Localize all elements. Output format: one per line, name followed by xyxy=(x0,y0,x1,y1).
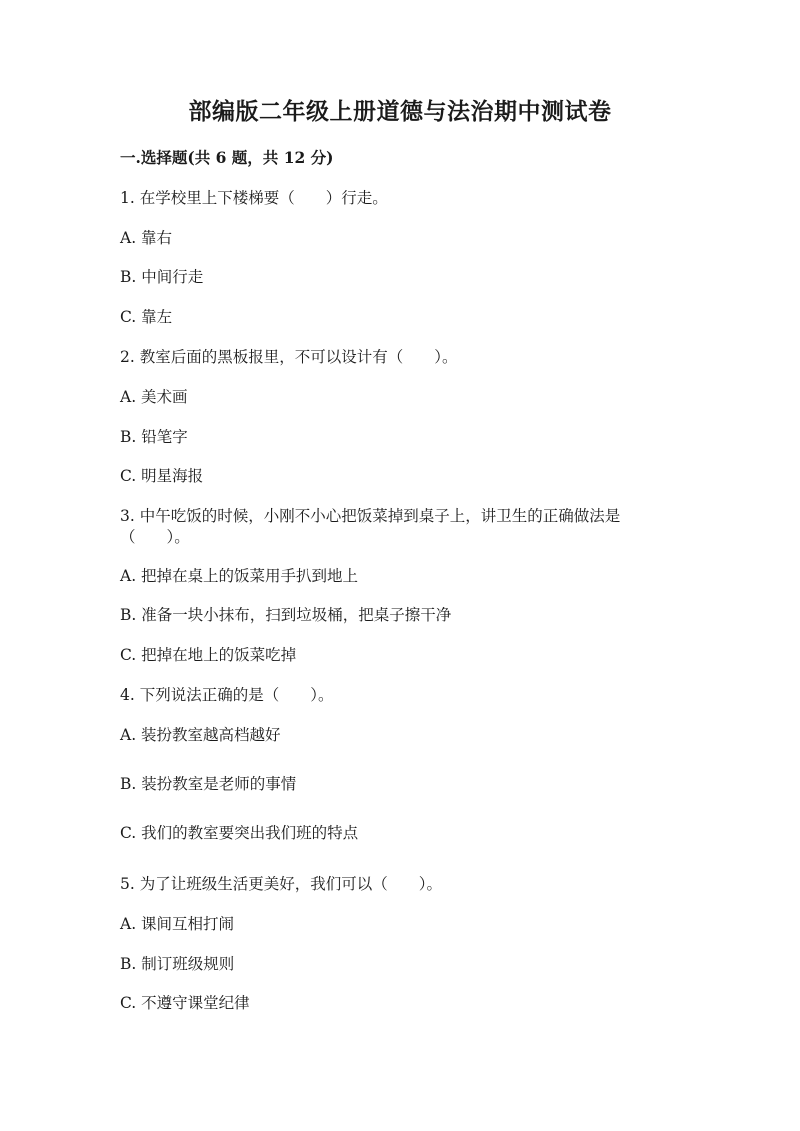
question-5-option-a: A. 课间互相打闹 xyxy=(120,915,235,933)
question-3-option-c: C. 把掉在地上的饭菜吃掉 xyxy=(120,646,297,664)
question-1-option-b: B. 中间行走 xyxy=(120,268,204,286)
section-heading: 一.选择题(共 6 题，共 12 分) xyxy=(120,148,334,167)
question-1-option-c: C. 靠左 xyxy=(120,308,173,326)
question-5-option-b: B. 制订班级规则 xyxy=(120,955,235,973)
question-3-option-b: B. 准备一块小抹布，扫到垃圾桶，把桌子擦干净 xyxy=(120,606,452,624)
question-3-stem-line-1: 3. 中午吃饭的时候，小刚不小心把饭菜掉到桌子上，讲卫生的正确做法是 xyxy=(120,507,621,525)
question-2-option-b: B. 铅笔字 xyxy=(120,428,188,446)
exam-title: 部编版二年级上册道德与法治期中测试卷 xyxy=(188,98,612,125)
question-2-option-c: C. 明星海报 xyxy=(120,467,204,485)
question-3-stem-line-2: （ ）。 xyxy=(120,528,190,546)
question-3-option-a: A. 把掉在桌上的饭菜用手扒到地上 xyxy=(120,567,359,585)
question-5-stem: 5. 为了让班级生活更美好，我们可以（ ）。 xyxy=(120,875,442,893)
question-1-option-a: A. 靠右 xyxy=(120,229,173,247)
question-2-stem: 2. 教室后面的黑板报里，不可以设计有（ ）。 xyxy=(120,348,458,366)
question-5-option-c: C. 不遵守课堂纪律 xyxy=(120,994,250,1012)
question-4-option-c: C. 我们的教室要突出我们班的特点 xyxy=(120,824,359,842)
question-2-option-a: A. 美术画 xyxy=(120,388,188,406)
question-4-option-a: A. 装扮教室越高档越好 xyxy=(120,726,281,744)
question-4-option-b: B. 装扮教室是老师的事情 xyxy=(120,775,297,793)
question-1-stem: 1. 在学校里上下楼梯要（ ）行走。 xyxy=(120,189,388,207)
question-4-stem: 4. 下列说法正确的是（ ）。 xyxy=(120,686,334,704)
